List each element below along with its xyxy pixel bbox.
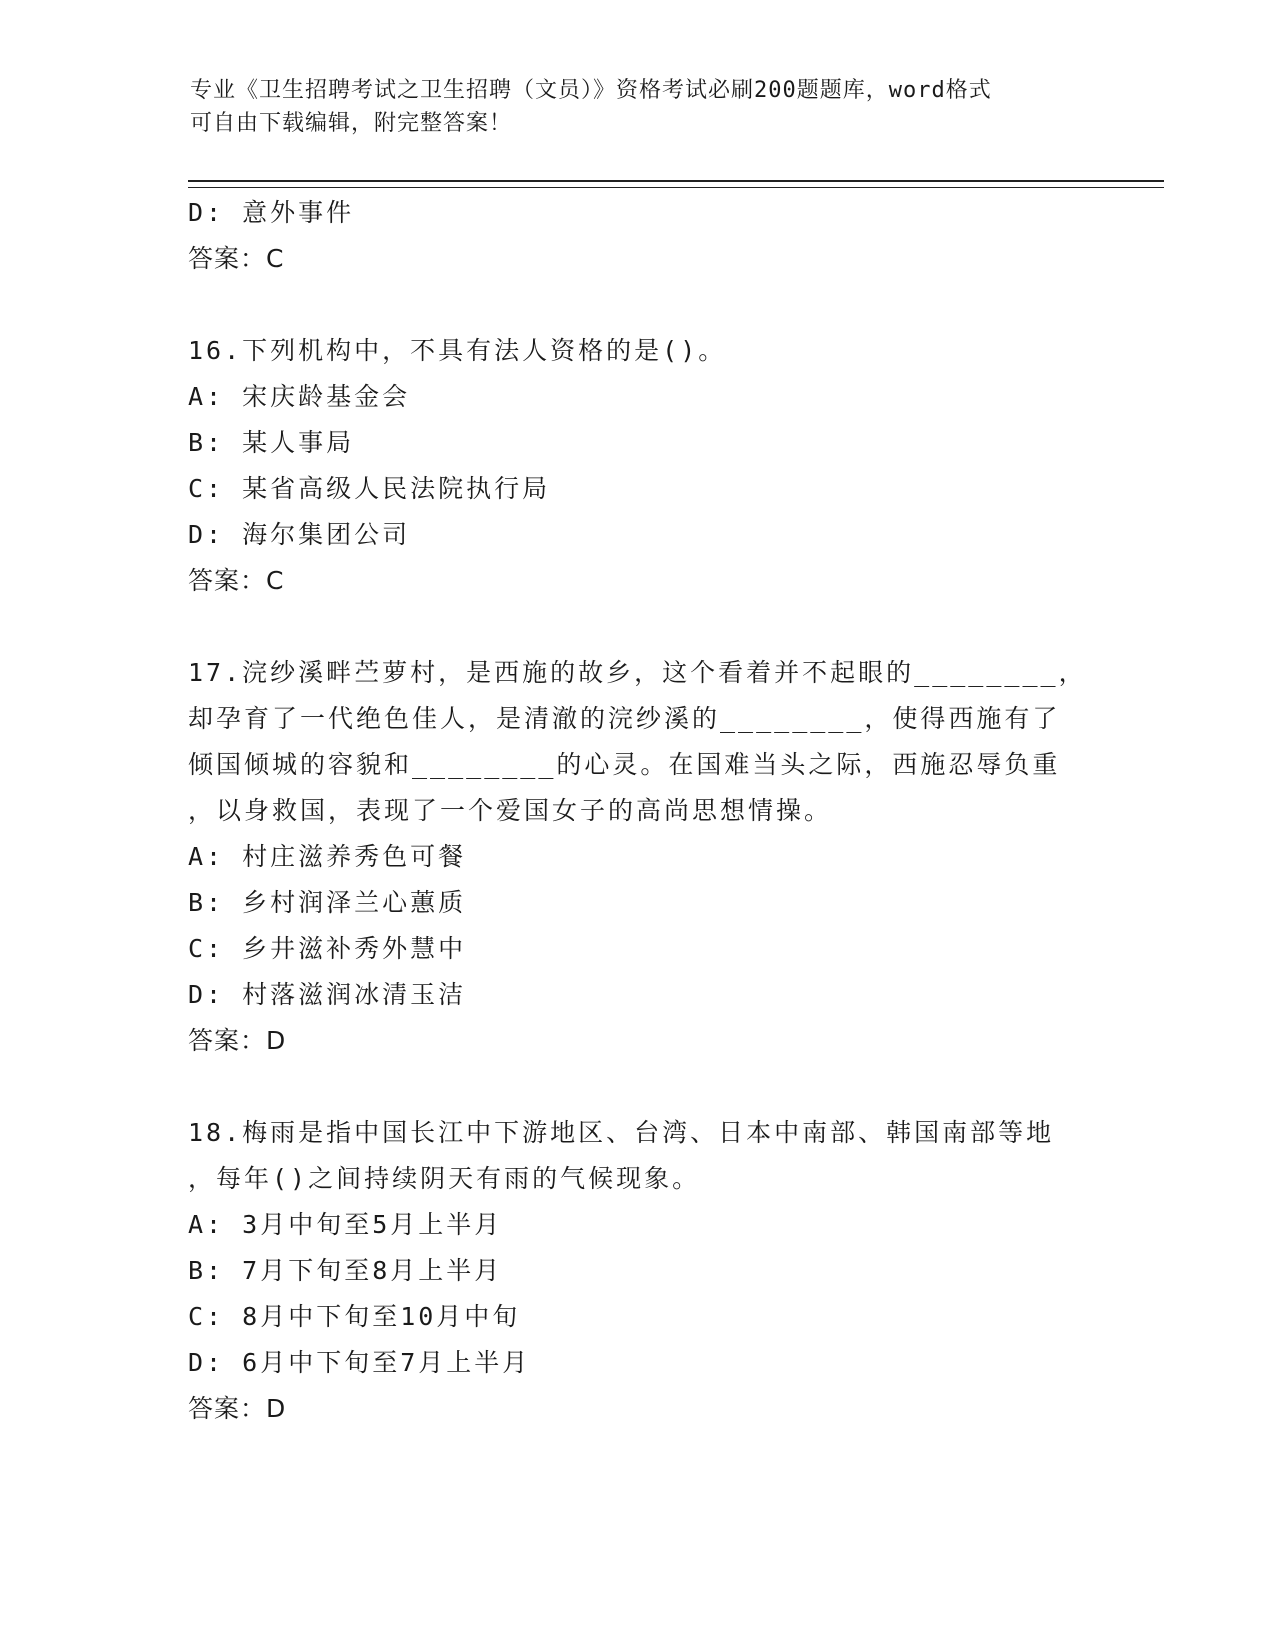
answer-text: 答案：C	[188, 566, 285, 595]
answer-text: 答案：D	[188, 1026, 287, 1055]
question-18	[188, 1110, 1088, 1432]
question-text-line: ，以身救国，表现了一个爱国女子的高尚思想情操。	[188, 796, 833, 825]
option-a: A: 宋庆龄基金会	[188, 382, 411, 411]
question-text-line: 却孕育了一代绝色佳人，是清澈的浣纱溪的________，使得西施有了	[188, 704, 1061, 733]
question-17	[188, 650, 1088, 1064]
option-d: D: 村落滋润冰清玉洁	[188, 980, 467, 1009]
option-d: D: 6月中下旬至7月上半月	[188, 1348, 531, 1377]
question-gap	[188, 1064, 1088, 1110]
option-a: A: 3月中旬至5月上半月	[188, 1210, 503, 1239]
answer-text: 答案：C	[188, 244, 285, 273]
option-c: C: 乡井滋补秀外慧中	[188, 934, 467, 963]
option-b: B: 某人事局	[188, 428, 355, 457]
option-d: D: 海尔集团公司	[188, 520, 411, 549]
option-c: C: 某省高级人民法院执行局	[188, 474, 551, 503]
question-text-line: 17.浣纱溪畔苎萝村，是西施的故乡，这个看着并不起眼的________，	[188, 658, 1087, 687]
option-d: D: 意外事件	[188, 198, 355, 227]
question-text: 16.下列机构中，不具有法人资格的是()。	[188, 336, 727, 365]
option-a: A: 村庄滋养秀色可餐	[188, 842, 467, 871]
question-text-line: 18.梅雨是指中国长江中下游地区、台湾、日本中南部、韩国南部等地	[188, 1118, 1055, 1147]
option-b: B: 7月下旬至8月上半月	[188, 1256, 503, 1285]
question-16	[188, 328, 1088, 604]
option-b: B: 乡村润泽兰心蕙质	[188, 888, 467, 917]
answer-text: 答案：D	[188, 1394, 287, 1423]
header-divider	[188, 180, 1164, 188]
question-gap	[188, 604, 1088, 650]
document-header	[190, 74, 1090, 140]
header-title-line-2: 可自由下载编辑，附完整答案！	[190, 111, 513, 136]
question-gap	[188, 282, 1088, 328]
header-title-line-1: 专业《卫生招聘考试之卫生招聘（文员）》资格考试必刷200题题库，word格式	[190, 78, 992, 103]
question-text-line: 倾国倾城的容貌和________的心灵。在国难当头之际，西施忍辱负重	[188, 750, 1061, 779]
question-text-line: ，每年()之间持续阴天有雨的气候现象。	[188, 1164, 701, 1193]
question-list	[188, 190, 1088, 1432]
option-c: C: 8月中下旬至10月中旬	[188, 1302, 521, 1331]
